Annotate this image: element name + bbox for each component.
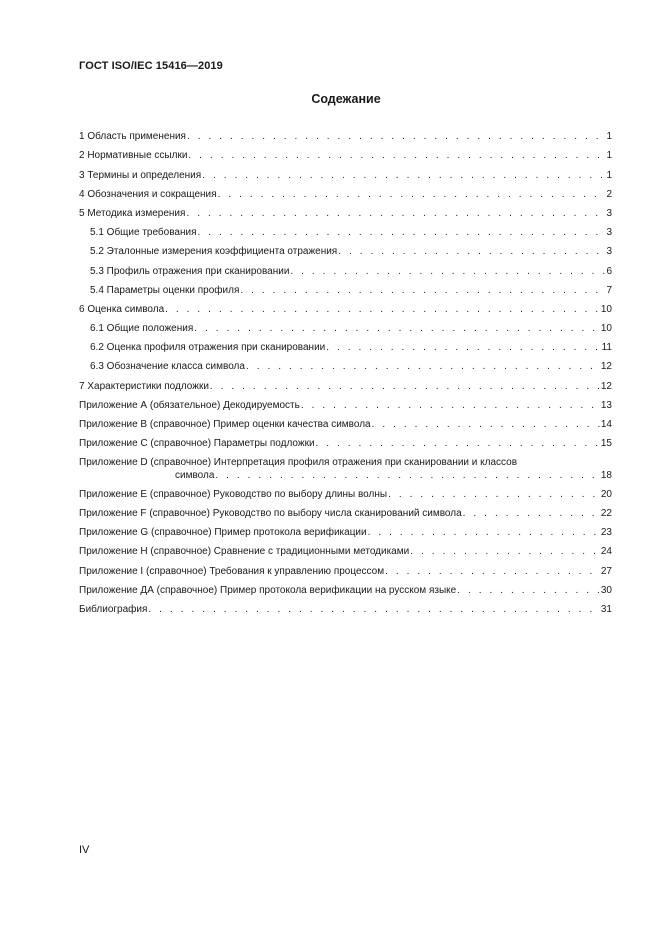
toc-item-page: 14 [600, 419, 612, 430]
toc-leader-dots [165, 305, 600, 315]
toc-leader-dots [372, 420, 600, 430]
toc-leader-dots [385, 567, 600, 577]
toc-item-label: 3 Термины и определения [79, 169, 202, 181]
toc-item-page: 12 [600, 361, 612, 373]
toc-item-page: 10 [600, 303, 612, 315]
toc-item-page: 18 [600, 469, 612, 481]
toc-item-label: 6 Оценка символа [79, 303, 165, 315]
toc-item-label: 2 Нормативные ссылки [79, 150, 188, 162]
toc-item[interactable] [79, 577, 612, 596]
toc-item-label: Приложение I (справочное) Требования к управлению процессом [79, 565, 385, 577]
toc-item-label: 6.2 Оценка профиля отражения при сканировании [90, 342, 326, 354]
toc-item-label: 4 Обозначения и сокращения [79, 188, 217, 200]
toc-item-page: 3 [606, 207, 612, 219]
toc-item[interactable] [79, 500, 612, 519]
toc-item-page: 31 [600, 603, 612, 615]
toc-item[interactable] [79, 296, 612, 315]
toc-item-label: 6.1 Общие положения [90, 323, 194, 335]
toc-subitem[interactable] [79, 219, 612, 238]
toc-leader-dots [338, 247, 605, 257]
toc-item-page: 3 [606, 246, 612, 258]
toc-subitem[interactable] [79, 257, 612, 276]
toc-leader-dots [457, 586, 600, 596]
toc-leader-dots [301, 401, 600, 411]
toc-item-page: 6 [606, 265, 612, 277]
toc-leader-dots [202, 171, 605, 181]
toc-item[interactable] [79, 123, 612, 142]
toc-leader-dots [215, 471, 599, 481]
toc-item-label: 5 Методика измерения [79, 207, 186, 219]
toc-item-page: 30 [600, 584, 612, 596]
toc-item[interactable] [79, 142, 612, 161]
toc-item-page: 1 [606, 131, 612, 143]
toc-item-label: Приложение G (справочное) Пример протокола верификации [79, 527, 367, 539]
toc-item-label: Приложение В (справочное) Пример оценки качества символа [79, 419, 371, 430]
toc-leader-dots [316, 439, 600, 449]
toc-subitem[interactable] [79, 334, 612, 353]
toc-item-page: 20 [600, 488, 612, 500]
toc-item-page: 23 [600, 527, 612, 539]
toc-item-page: 12 [600, 380, 612, 392]
toc-leader-dots [186, 209, 605, 219]
toc-leader-dots [198, 228, 606, 238]
toc-item[interactable] [79, 161, 612, 180]
toc-item-label: Приложение ДА (справочное) Пример протокола верификации на русском языке [79, 584, 457, 596]
toc-leader-dots [326, 343, 600, 353]
table-of-contents [79, 123, 612, 615]
toc-item-label: Приложение D (справочное) Интерпретация профиля отражения при сканировании и классов [79, 457, 518, 469]
toc-title: Содежание [311, 92, 381, 106]
toc-item[interactable] [79, 200, 612, 219]
toc-leader-dots [210, 382, 600, 392]
toc-leader-dots [240, 286, 605, 296]
toc-leader-dots [388, 490, 600, 500]
toc-item-label: 6.3 Обозначение класса символа [90, 361, 245, 373]
toc-item-page: 27 [600, 565, 612, 577]
toc-item-page: 2 [606, 188, 612, 200]
toc-item-page: 22 [600, 507, 612, 519]
toc-leader-dots [218, 190, 606, 200]
toc-item-label: 5.4 Параметры оценки профиля [90, 284, 240, 296]
page-number: IV [79, 844, 90, 856]
toc-item-page: 13 [600, 399, 612, 411]
toc-item[interactable] [79, 596, 612, 615]
document-header: ГОСТ ISO/IEC 15416—2019 [79, 60, 223, 72]
toc-item-page: 1 [606, 150, 612, 162]
toc-item-page: 3 [606, 227, 612, 239]
toc-item[interactable] [79, 538, 612, 557]
toc-item-page: 10 [600, 323, 612, 335]
toc-item-page: 7 [606, 284, 612, 296]
toc-leader-dots [188, 151, 605, 161]
toc-item-label: Приложение А (обязательное) Декодируемость [79, 399, 300, 411]
toc-leader-dots [463, 509, 600, 519]
toc-item-label: 1 Область применения [79, 131, 186, 143]
toc-item-page: 15 [600, 438, 612, 450]
toc-leader-dots [410, 547, 600, 557]
toc-item-page: 24 [600, 546, 612, 558]
toc-item[interactable] [79, 519, 612, 538]
toc-subitem[interactable] [79, 277, 612, 296]
toc-item[interactable] [79, 372, 612, 391]
toc-item-label: Приложение С (справочное) Параметры подложки [79, 438, 315, 450]
toc-leader-dots [148, 605, 599, 615]
toc-item-label: Приложение Е (справочное) Руководство по выбору длины волны [79, 488, 388, 500]
toc-item-label: 5.3 Профиль отражения при сканировании [90, 265, 290, 277]
toc-item-label: 5.1 Общие требования [90, 227, 197, 239]
toc-item[interactable] [79, 557, 612, 576]
toc-subitem[interactable] [79, 238, 612, 257]
toc-item-label: Приложение Н (справочное) Сравнение с традиционными методиками [79, 546, 410, 558]
toc-item[interactable] [79, 181, 612, 200]
toc-subitem[interactable] [79, 353, 612, 372]
toc-item[interactable] [79, 392, 612, 411]
toc-leader-dots [187, 132, 605, 142]
toc-item[interactable] [79, 411, 612, 430]
toc-item-label: 5.2 Эталонные измерения коэффициента отражения [90, 246, 338, 258]
toc-leader-dots [368, 528, 600, 538]
toc-item-label: 7 Характеристики подложки [79, 380, 209, 392]
toc-item[interactable] [79, 430, 612, 449]
toc-subitem[interactable] [79, 315, 612, 334]
toc-item-label: Приложение F (справочное) Руководство по выбору числа сканирований символа [79, 507, 462, 519]
toc-item-page: 1 [606, 169, 612, 181]
toc-item-page: 11 [601, 342, 612, 354]
toc-item-label: символа [175, 469, 215, 481]
toc-item[interactable] [79, 481, 612, 500]
toc-leader-dots [290, 267, 605, 277]
toc-leader-dots [194, 324, 600, 334]
toc-leader-dots [246, 362, 600, 372]
toc-item-label: Библиография [79, 603, 148, 615]
